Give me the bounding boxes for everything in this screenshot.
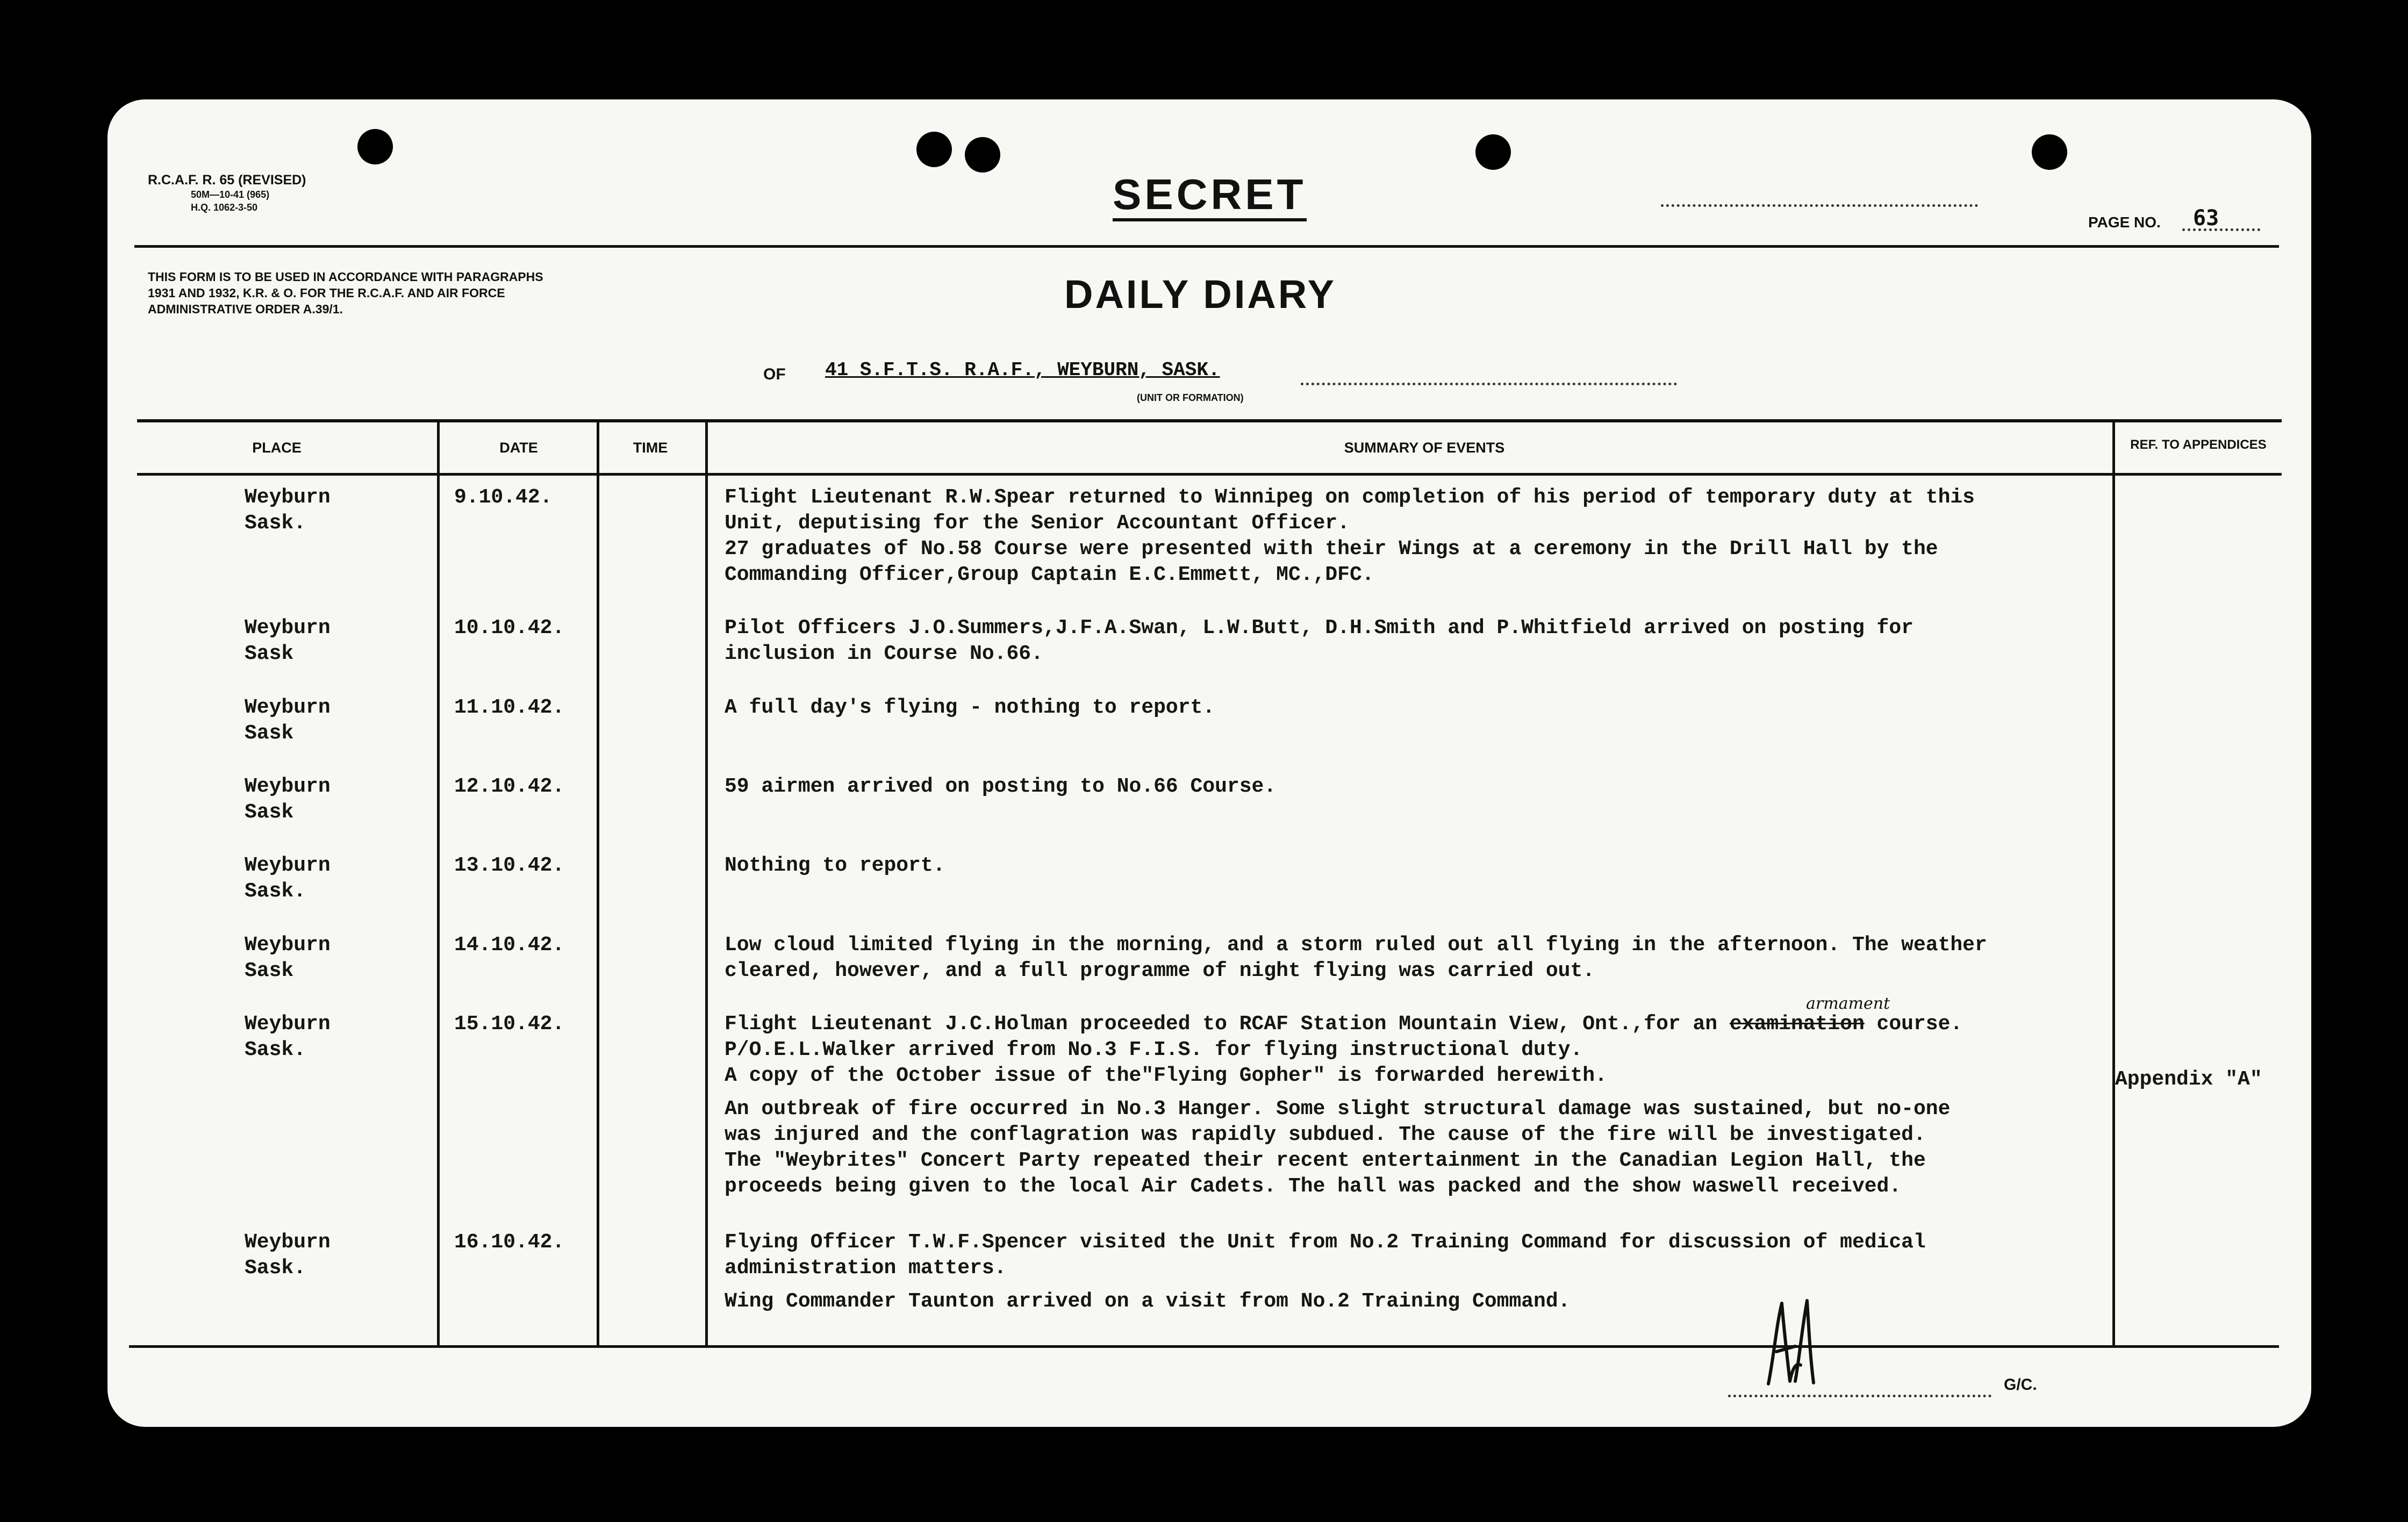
table-row-place: Weyburn Sask (245, 616, 331, 665)
header-rule (134, 245, 2279, 248)
table-row-summary: Wing Commander Taunton arrived on a visit from No.2 Training Command. (725, 1290, 1571, 1313)
table-row-summary: An outbreak of fire occurred in No.3 Hanger. Some slight structural damage was sustained, but no-one was injured and the conflagration was rapidly subdued. The cause of the fire will be investigated. The "Weybrites" Concert Party repeated their recent entertainment in the Canadian Legion Hall, the proceeds being given to the local Air Cadets. The hall was packed and the show waswell received. (725, 1097, 1951, 1198)
table-row-place: Weyburn Sask. (245, 1231, 331, 1280)
signature-dots (1728, 1395, 1991, 1397)
table-row-date: 16.10.42. (454, 1231, 565, 1254)
table-row-date: 11.10.42. (454, 696, 565, 719)
table-row-place: Weyburn Sask. (245, 486, 331, 535)
table-row-summary: 59 airmen arrived on posting to No.66 Course. (725, 775, 1277, 798)
unit-name: 41 S.F.T.S. R.A.F., WEYBURN, SASK. (825, 359, 1220, 381)
column-header-date: DATE (499, 440, 538, 456)
table-header-rule (137, 473, 2282, 476)
page-number-dots (2182, 228, 2260, 231)
punch-hole (1475, 134, 1511, 170)
form-instructions: THIS FORM IS TO BE USED IN ACCORDANCE WITH PARAGRAPHS 1931 AND 1932, K.R. & O. FOR THE R.C.A.F. AND AIR FORCE ADMINISTRATIVE ORDER A.39/1. (148, 270, 543, 316)
table-row-place: Weyburn Sask (245, 696, 331, 745)
table-row-summary: Pilot Officers J.O.Summers,J.F.A.Swan, L.W.Butt, D.H.Smith and P.Whitfield arrived on posting for inclusion in Course No.66. (725, 616, 1914, 665)
table-row-date: 9.10.42. (454, 486, 553, 509)
table-row-summary: Low cloud limited flying in the morning, and a storm ruled out all flying in the afternoon. The weather cleared, however, and a full programme of night flying was carried out. (725, 934, 1987, 982)
form-hq-code: H.Q. 1062-3-50 (191, 202, 258, 213)
appendix-reference: Appendix "A" (2115, 1068, 2262, 1091)
commanding-officer-signature (1758, 1293, 1822, 1389)
column-divider (2112, 419, 2115, 1346)
classification-stamp: SECRET (1113, 173, 1307, 221)
page-title: DAILY DIARY (1064, 272, 1336, 317)
signature-rank: G/C. (2004, 1376, 2037, 1394)
column-divider (597, 419, 599, 1346)
column-header-summary: SUMMARY OF EVENTS (1344, 440, 1505, 456)
page-dots (1661, 204, 1978, 207)
unit-dots (1301, 383, 1677, 385)
table-row-date: 14.10.42. (454, 934, 565, 957)
table-row-date: 12.10.42. (454, 775, 565, 798)
column-divider (437, 419, 440, 1346)
table-row-place: Weyburn Sask (245, 775, 331, 824)
punch-hole (2032, 134, 2067, 170)
page-number: 63 (2193, 206, 2219, 231)
table-row-summary: Flying Officer T.W.F.Spencer visited the Unit from No.2 Training Command for discussion of medical administration matters. (725, 1231, 1926, 1280)
table-bottom-rule (129, 1345, 2279, 1348)
column-header-time: TIME (633, 440, 668, 456)
table-row-date: 13.10.42. (454, 854, 565, 877)
punch-hole (357, 129, 393, 164)
column-header-ref: REF. TO APPENDICES (2130, 437, 2267, 452)
table-row-summary: Flight Lieutenant J.C.Holman proceeded to RCAF Station Mountain View, Ont.,for an examination course. P/O.E.L.Walker arrived from No.3 F.I.S. for flying instructional duty. A copy of the October issue of the"Flying Gopher" is forwarded herewith. (725, 1013, 1963, 1087)
table-row-place: Weyburn Sask. (245, 1013, 331, 1061)
table-row-place: Weyburn Sask (245, 934, 331, 982)
column-header-place: PLACE (252, 440, 302, 456)
table-top-rule (137, 419, 2282, 422)
table-row-date: 10.10.42. (454, 616, 565, 640)
unit-of-label: OF (763, 365, 786, 383)
column-divider (705, 419, 708, 1346)
table-row-summary: Flight Lieutenant R.W.Spear returned to Winnipeg on completion of his period of temporary duty at this Unit, deputising for the Senior Accountant Officer. 27 graduates of No.58 Course were presented with their Wings at a ceremony in the Drill Hall by the Commanding Officer,Group Captain E.C.Emmett, MC.,DFC. (725, 486, 1975, 586)
table-row-date: 15.10.42. (454, 1013, 565, 1036)
table-row-summary: A full day's flying - nothing to report. (725, 696, 1215, 719)
form-identifier: R.C.A.F. R. 65 (REVISED) 50M—10-41 (965) H.Q. 1062-3-50 (148, 173, 306, 213)
form-print-code: 50M—10-41 (965) (191, 189, 270, 200)
unit-caption: (UNIT OR FORMATION) (1137, 392, 1244, 403)
table-row-summary: Nothing to report. (725, 854, 945, 877)
table-row-place: Weyburn Sask. (245, 854, 331, 903)
struck-word: examination (1729, 1013, 1865, 1036)
punch-hole (965, 137, 1000, 173)
handwritten-insertion: armament (1806, 994, 1890, 1013)
page-label: PAGE NO. (2088, 214, 2161, 231)
punch-hole (916, 132, 952, 167)
